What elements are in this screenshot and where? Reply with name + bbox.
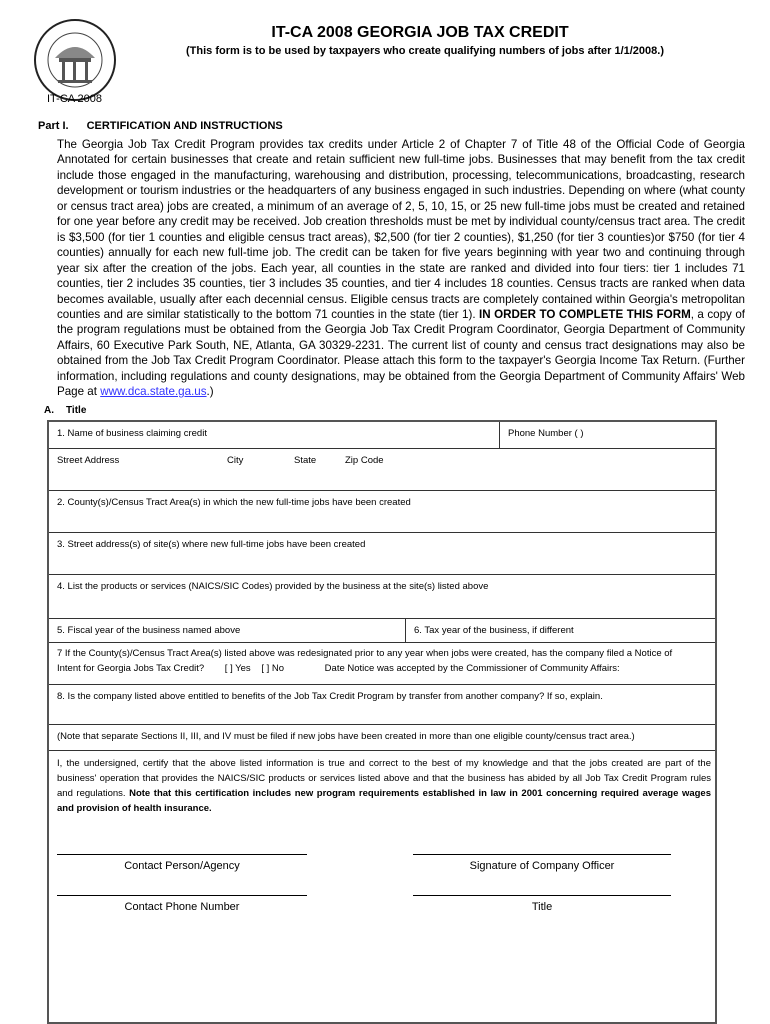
intro-text-2: , a copy of the program regulations must be obtained from the Georgia Job Tax Credit Program Coordinator, Georgia Department of Community Affairs, 60 Executive Park South, NE, Atlanta, GA 30329-2231. The current list of county and census tract designations may also be obtained from the Job Tax Credit Program Coordinator. Please attach this form to the taxpayer's Georgia Income Tax Return. (Further information, including regulations and county designations, may be obtained from the Georgia Department of Community Affairs' Web Page at: [57, 307, 745, 399]
contact-line[interactable]: [57, 854, 307, 855]
yes-checkbox[interactable]: [ ] Yes: [224, 662, 251, 674]
site-address-row[interactable]: [49, 533, 715, 575]
contact-phone-label: Contact Phone Number: [124, 900, 240, 913]
title-line[interactable]: [413, 895, 671, 896]
form-id: IT-CA 2008: [47, 93, 103, 105]
redesignation-question: 7 If the County(s)/Census Tract Area(s) listed above was redesignated prior to any year when jobs were created, has the company filed a Notice of: [57, 647, 673, 659]
cert-bold: Note that this certification includes new program requirements established in law in 2001 concerning required average wages and provision of health insurance.: [57, 787, 711, 814]
zip-label: Zip Code: [345, 454, 384, 466]
tax-year-label: 6. Tax year of the business, if different: [414, 624, 574, 636]
site-address-label: 3. Street address(s) of site(s) where new full-time jobs have been created: [57, 538, 366, 550]
dca-link[interactable]: www.dca.state.ga.us: [100, 385, 207, 399]
signature-block-1: [49, 854, 715, 873]
section-title: Title: [66, 404, 87, 416]
note-row: [49, 725, 715, 751]
redesignation-row: [49, 643, 715, 685]
certification-form: [47, 420, 717, 1024]
title-label: Title: [531, 900, 553, 913]
business-name-row: [49, 422, 715, 449]
cert-text: I, the undersigned, certify that the above listed information is true and correct to the best of my knowledge and that the jobs created are part of the business' operation that provides the NAICS/SIC products or services listed above and that the business has abided by all Job Tax Credit Program rules and regulations.: [57, 757, 711, 799]
city-label: City: [227, 454, 244, 466]
tax-year-field[interactable]: [405, 619, 715, 642]
notice-line: [57, 661, 707, 676]
fiscal-year-field[interactable]: [49, 619, 405, 642]
address-row[interactable]: [49, 449, 715, 491]
form-subtitle: (This form is to be used by taxpayers who create qualifying numbers of jobs after 1/1/2008.): [185, 45, 665, 57]
part-label: Part I.: [38, 120, 69, 132]
note-text: (Note that separate Sections II, III, and IV must be filed if new jobs have been created in more than one eligible county/census tract area.): [57, 730, 635, 742]
intro-bold: IN ORDER TO COMPLETE THIS FORM: [479, 307, 691, 321]
street-label: Street Address: [57, 454, 120, 466]
part-title: CERTIFICATION AND INSTRUCTIONS: [86, 120, 283, 132]
part-heading: [38, 119, 770, 133]
state-label: State: [294, 454, 317, 466]
signature-block-2: [49, 895, 715, 914]
instructions-paragraph: [57, 137, 745, 400]
contact-label: Contact Person/Agency: [124, 859, 240, 872]
intro-end: .): [206, 385, 214, 399]
contact-phone-line[interactable]: [57, 895, 307, 896]
section-a-heading: [44, 404, 770, 417]
products-row[interactable]: [49, 575, 715, 619]
fiscal-year-label: 5. Fiscal year of the business named above: [57, 624, 241, 636]
date-notice-label: Date Notice was accepted by the Commissioner of Community Affairs:: [324, 662, 620, 674]
phone-field[interactable]: [499, 422, 715, 448]
notice-question: Intent for Georgia Jobs Tax Credit?: [57, 662, 205, 674]
phone-label: Phone Number ( ): [508, 427, 584, 439]
intro-text: The Georgia Job Tax Credit Program provides tax credits under Article 2 of Chapter 7 of Title 48 of the Official Code of Georgia Annotated for certain businesses that create and retain sufficient new full-time jobs. Businesses that may benefit from the tax credit include those engaged in the manufacturing, warehousing and distribution, processing, telecommunications, broadcasting, research development or tourism industries or the headquarters of any business engaged in such industries. Depending on where (what county or census tract area) jobs are created, a minimum of an average of 2, 5, 10, 15, or 25 new full-time jobs must be created and retained for one year before any credit may be received. Job creation thresholds must be met by individual county/census tract area. The credit is $3,500 (for tier 1 counties and eligible census tract areas), $2,500 (for tier 2 counties), $1,250 (for tier 3 counties)or $750 (for tier 4 counties) annually for each new full-time job. The credit can be taken for five years beginning with year two and continuing through year six after the creation of the jobs. Each year, all counties in the state are ranked and divided into four tiers: tier 1 includes 71 counties, tier 2 includes 35 counties, tier 3 includes 35 counties, and tier 4 includes 18 counties. Census tracts are ranked when data becomes available, usually after each decennial census. Eligible census tracts are completely contained within Georgia's metropolitan counties and are similar statistically to the bottom 71 counties in the state (tier 1).: [57, 138, 745, 321]
business-name-label: 1. Name of business claiming credit: [57, 427, 207, 439]
certification-text: [49, 751, 715, 816]
business-name-field[interactable]: [49, 422, 499, 448]
fiscal-year-row: [49, 619, 715, 643]
no-checkbox[interactable]: [ ] No: [261, 662, 285, 674]
signature-label: Signature of Company Officer: [469, 859, 615, 872]
county-row[interactable]: [49, 491, 715, 533]
transfer-row[interactable]: [49, 685, 715, 725]
signature-line[interactable]: [413, 854, 671, 855]
transfer-label: 8. Is the company listed above entitled to benefits of the Job Tax Credit Program by transfer from another company? If so, explain.: [57, 690, 603, 702]
county-label: 2. County(s)/Census Tract Area(s) in which the new full-time jobs have been created: [57, 496, 411, 508]
products-label: 4. List the products or services (NAICS/SIC Codes) provided by the business at the site(s) listed above: [57, 580, 489, 592]
form-body: [0, 119, 770, 1024]
section-label: A.: [44, 404, 54, 416]
form-title: IT-CA 2008 GEORGIA JOB TAX CREDIT: [271, 24, 569, 41]
